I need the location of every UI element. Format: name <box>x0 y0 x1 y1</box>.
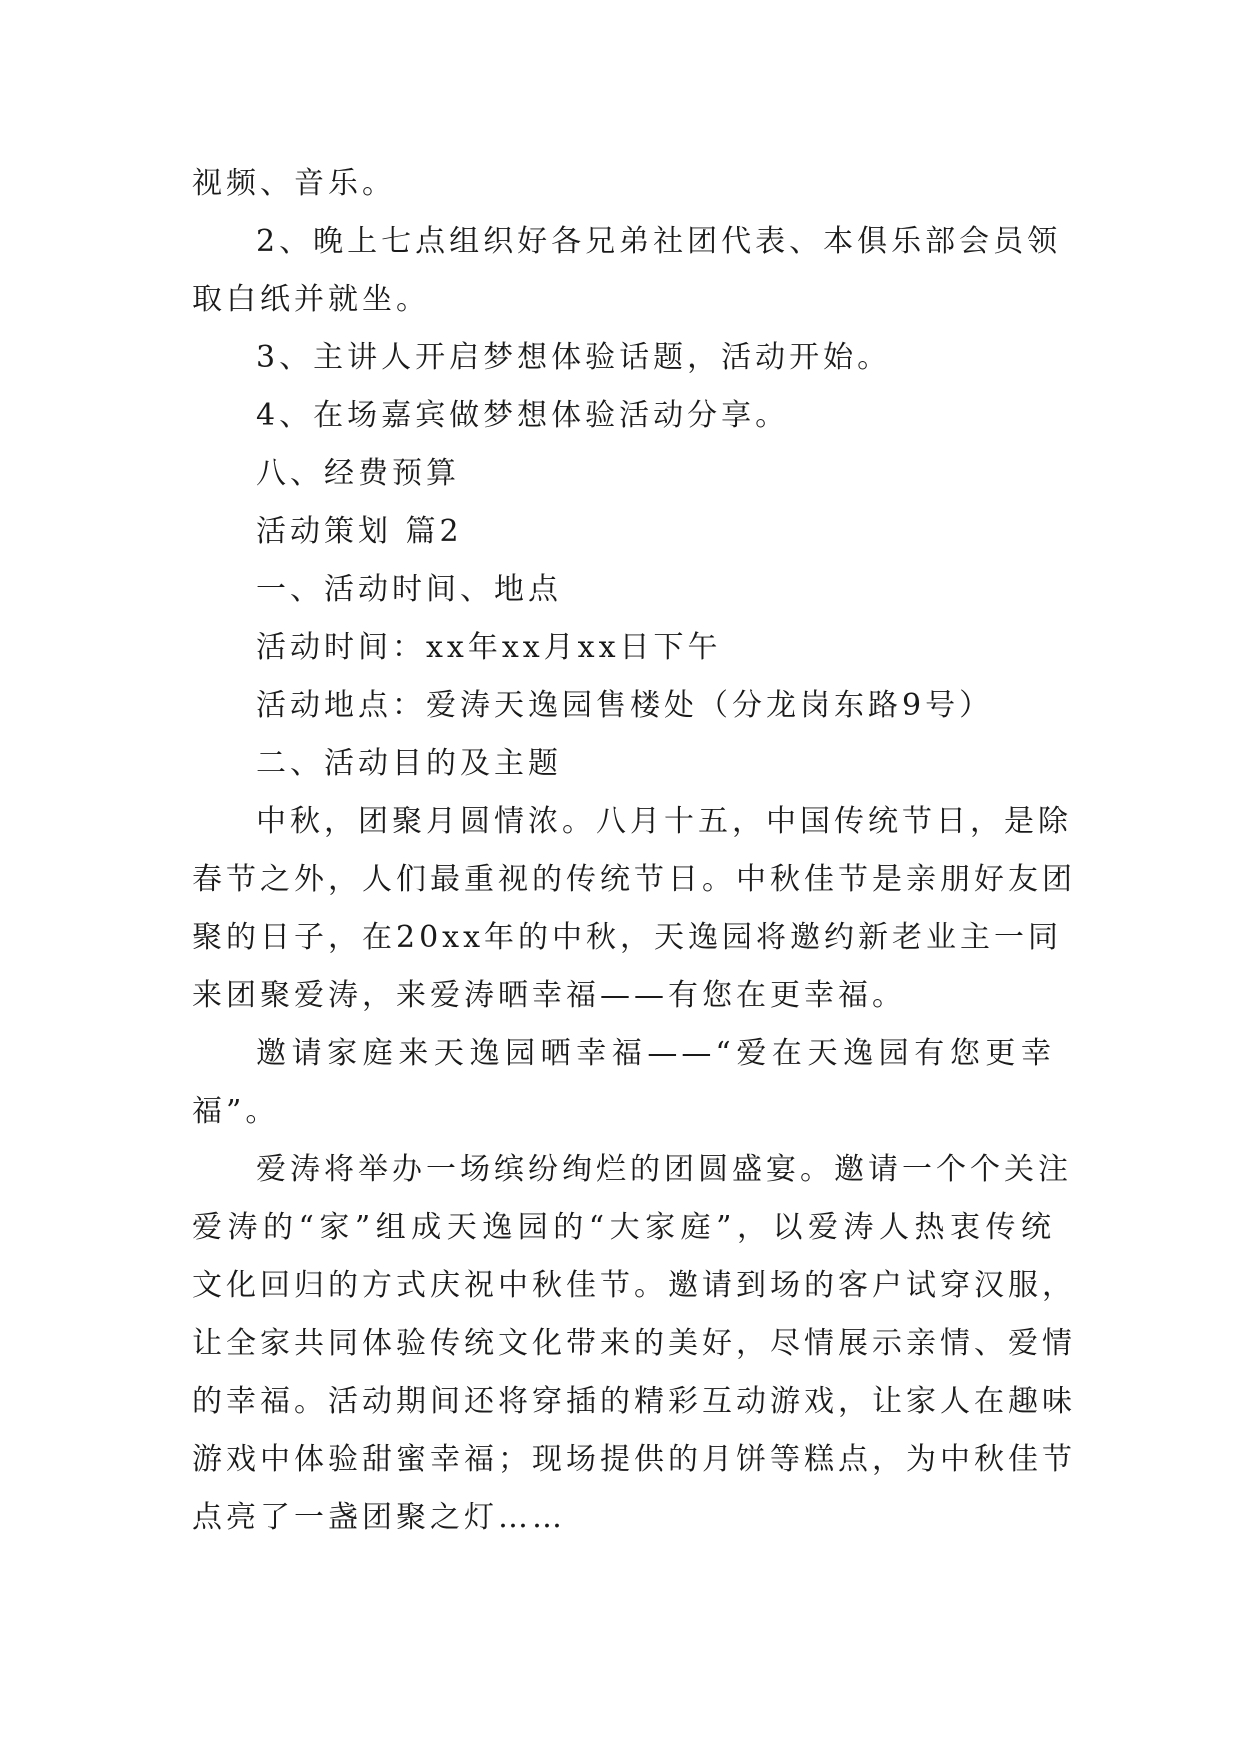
text-line: 文化回归的方式庆祝中秋佳节。邀请到场的客户试穿汉服， <box>192 1268 1076 1303</box>
text-line: 一、活动时间、地点 <box>256 572 562 607</box>
text-line: 八、经费预算 <box>256 456 460 491</box>
text-line: 爱涛的“家”组成天逸园的“大家庭”，以爱涛人热衷传统 <box>192 1210 1055 1245</box>
text-line: 爱涛将举办一场缤纷绚烂的团圆盛宴。邀请一个个关注 <box>256 1152 1072 1187</box>
text-line: 春节之外，人们最重视的传统节日。中秋佳节是亲朋好友团 <box>192 862 1076 897</box>
text-line: 中秋，团聚月圆情浓。八月十五，中国传统节日，是除 <box>256 804 1072 839</box>
text-line: 3、主讲人开启梦想体验话题，活动开始。 <box>256 340 892 375</box>
document-body <box>192 155 1076 1547</box>
text-line: 邀请家庭来天逸园晒幸福——“爱在天逸园有您更幸 <box>256 1036 1055 1071</box>
text-line: 4、在场嘉宾做梦想体验活动分享。 <box>256 398 790 433</box>
text-line: 活动时间：xx年xx月xx日下午 <box>256 630 722 665</box>
text-line: 让全家共同体验传统文化带来的美好，尽情展示亲情、爱情 <box>192 1326 1076 1361</box>
text-line: 活动地点：爱涛天逸园售楼处（分龙岗东路9号） <box>256 688 994 723</box>
text-line: 游戏中体验甜蜜幸福；现场提供的月饼等糕点，为中秋佳节 <box>192 1442 1076 1477</box>
text-line: 福”。 <box>192 1094 280 1129</box>
text-line: 来团聚爱涛，来爱涛晒幸福——有您在更幸福。 <box>192 978 906 1013</box>
text-line: 聚的日子，在20xx年的中秋，天逸园将邀约新老业主一同 <box>192 920 1063 955</box>
text-line: 视频、音乐。 <box>192 166 396 201</box>
text-line: 点亮了一盏团聚之灯…… <box>192 1500 566 1535</box>
text-line: 取白纸并就坐。 <box>192 282 430 317</box>
text-line: 活动策划 篇2 <box>256 514 463 549</box>
text-line: 二、活动目的及主题 <box>256 746 562 781</box>
text-line: 的幸福。活动期间还将穿插的精彩互动游戏，让家人在趣味 <box>192 1384 1076 1419</box>
text-line: 2、晚上七点组织好各兄弟社团代表、本俱乐部会员领 <box>256 224 1062 259</box>
